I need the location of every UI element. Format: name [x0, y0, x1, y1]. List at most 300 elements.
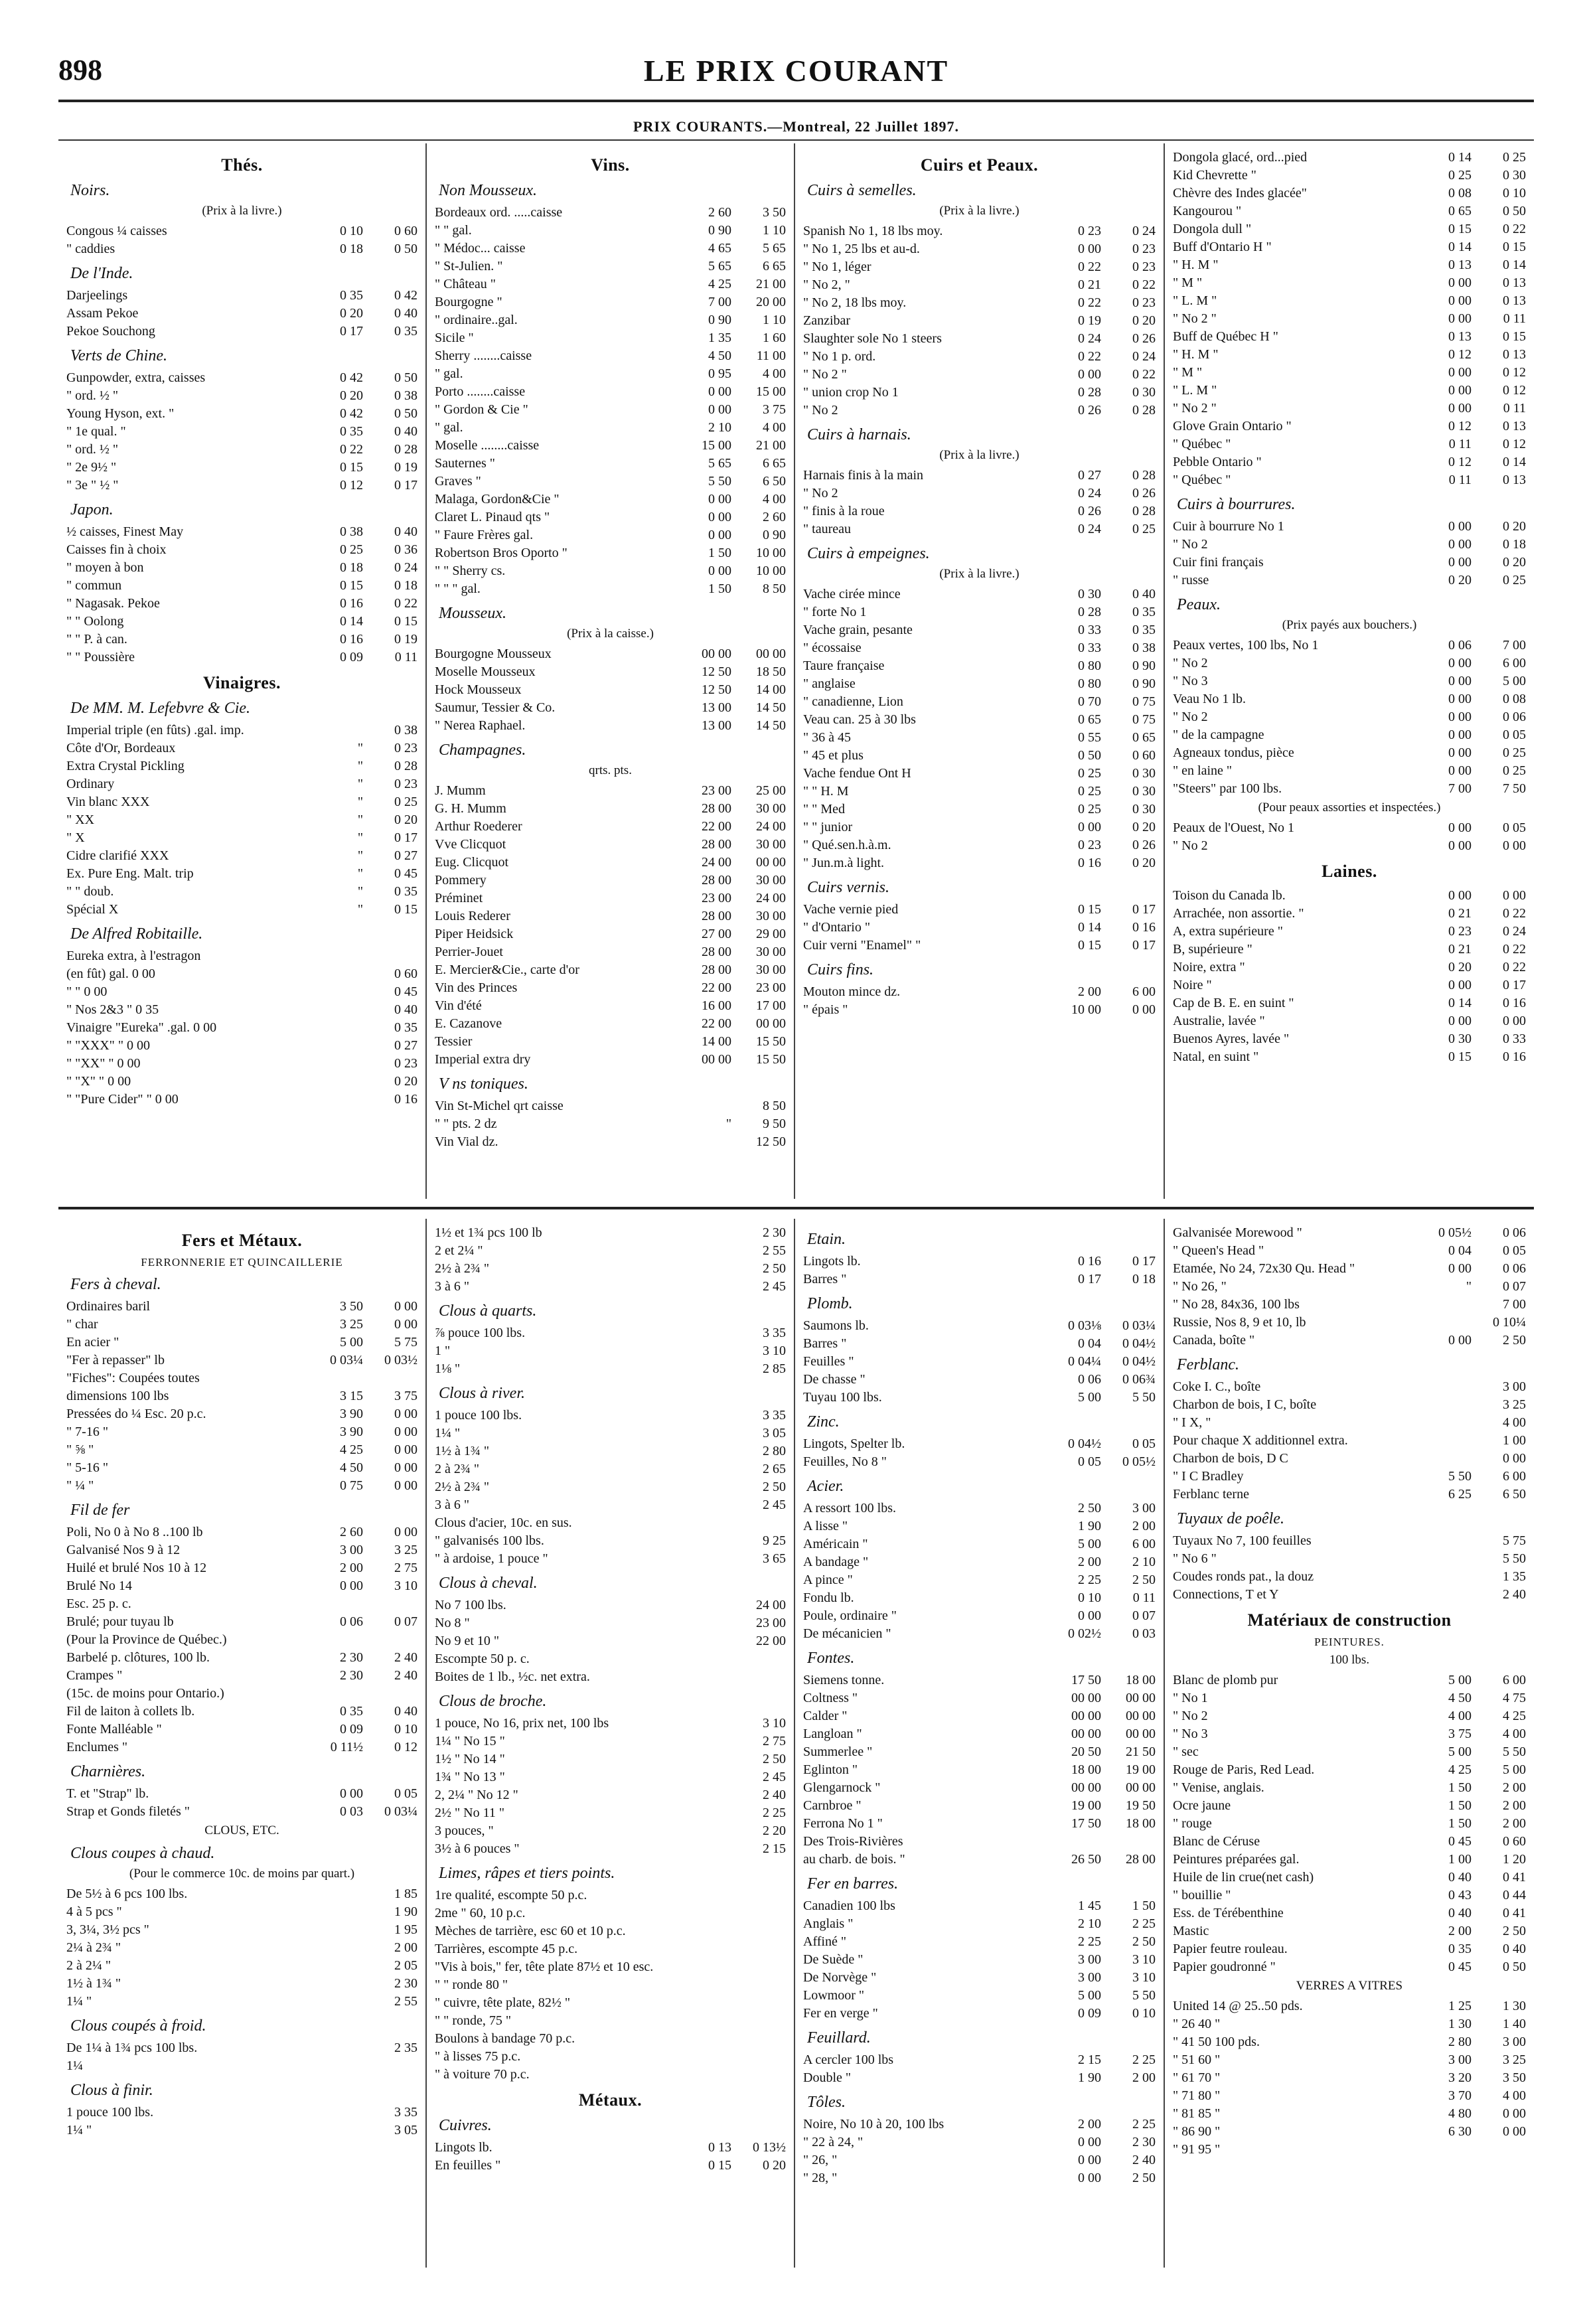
price-high: 0 08 [1503, 692, 1526, 706]
price-row [66, 2122, 417, 2139]
item-label: Glengarnock " [803, 1780, 881, 1795]
price-high: 4 00 [763, 420, 786, 435]
item-label: Américain " [803, 1537, 868, 1551]
price-row [803, 621, 1156, 639]
section-title: Cuirs et Peaux. [920, 155, 1039, 175]
item-label: Fil de laiton à collets lb. [66, 1704, 195, 1719]
price-high: 0 36 [394, 542, 417, 557]
price-high: 3 50 [763, 205, 786, 220]
item-label: Calder " [803, 1709, 848, 1723]
item-label: 1¼ " No 15 " [435, 1734, 505, 1748]
price-high: 0 30 [1132, 802, 1156, 816]
item-label: Tarrières, escompte 45 p.c. [435, 1942, 578, 1956]
price-low: 0 00 [1448, 820, 1472, 835]
price-high: 4 00 [1503, 1415, 1526, 1430]
price-row [803, 854, 1156, 872]
price-low: 0 00 [340, 1786, 363, 1801]
item-label: Malaga, Gordon&Cie " [435, 492, 560, 506]
price-row [803, 675, 1156, 693]
price-high: 3 65 [763, 1551, 786, 1566]
item-label: Peaux vertes, 100 lbs, No 1 [1173, 638, 1319, 653]
item-label: Ordinaires baril [66, 1299, 151, 1314]
price-low: 0 09 [1078, 2006, 1101, 2021]
price-low: 0 45 [1448, 1834, 1472, 1849]
price-row [1173, 167, 1526, 185]
item-label: " canadienne, Lion [803, 694, 903, 709]
item-label: "Vis à bois," fer, tête plate 87½ et 10 esc. [435, 1960, 654, 1974]
price-high: 6 00 [1503, 1673, 1526, 1687]
price-low: 0 30 [1078, 587, 1101, 601]
price-row [803, 1453, 1156, 1471]
price-low: 0 80 [1078, 658, 1101, 673]
price-low [677, 1750, 731, 1768]
price-high: 0 20 [763, 2158, 786, 2173]
subsection-note: (Pour peaux assorties et inspectées.) [1258, 801, 1441, 814]
price-low: 0 14 [340, 614, 363, 629]
item-label: Mastic [1173, 1924, 1209, 1938]
price-low [309, 1885, 363, 1903]
price-low: 0 00 [1078, 242, 1101, 256]
price-high: 0 17 [1132, 902, 1156, 917]
price-high: 0 16 [1503, 996, 1526, 1010]
price-low: 4 25 [1448, 1762, 1472, 1777]
price-row [1173, 923, 1526, 941]
price-low [677, 1804, 731, 1822]
price-low [309, 1939, 363, 1957]
price-low: 12 50 [702, 664, 731, 679]
price-row [1173, 726, 1526, 744]
item-label: Blanc de plomb pur [1173, 1673, 1278, 1687]
price-high [731, 1514, 786, 1532]
price-high: 29 00 [756, 927, 786, 941]
price-low [1047, 1833, 1101, 1851]
price-high: 2 85 [763, 1361, 786, 1376]
item-label: 2 à 2¼ " [66, 1958, 112, 1973]
item-label: Vache cirée mince [803, 587, 901, 601]
price-row [803, 1815, 1156, 1833]
item-label: " No 1 [1173, 1691, 1208, 1705]
subsection-heading: Cuirs vernis. [807, 879, 890, 896]
item-label: Summerlee " [803, 1744, 873, 1759]
item-label: " No 1, 25 lbs et au-d. [803, 242, 920, 256]
item-label: Tuyau 100 lbs. [803, 1390, 882, 1405]
price-low: 28 00 [702, 909, 731, 923]
price-low: 0 24 [1078, 522, 1101, 536]
item-label: Boulons à bandage 70 p.c. [435, 2031, 575, 2046]
price-row [66, 1423, 417, 1441]
price-low: 0 22 [1078, 260, 1101, 274]
price-high: 0 45 [394, 866, 417, 881]
price-row [66, 1352, 417, 1369]
price-low: 3 15 [340, 1389, 363, 1403]
price-row [435, 1887, 786, 1904]
price-low: 0 13 [708, 2140, 731, 2155]
price-low: 0 00 [1448, 888, 1472, 903]
item-label: " " " gal. [435, 581, 481, 596]
price-row [66, 649, 417, 666]
price-row [435, 1260, 786, 1278]
subsection-note: (Prix à la caisse.) [567, 627, 654, 641]
price-high: 0 07 [1503, 1279, 1526, 1294]
price-low: 3 90 [340, 1425, 363, 1439]
price-low: 0 00 [1448, 1261, 1472, 1276]
item-label: Dongola glacé, ord...pied [1173, 150, 1308, 165]
item-label: " 61 70 " [1173, 2070, 1221, 2085]
price-row [803, 1553, 1156, 1571]
price-low: 1 90 [1078, 1519, 1101, 1533]
item-label: Cuir à bourrure No 1 [1173, 519, 1284, 534]
price-row [66, 613, 417, 631]
price-high: 0 42 [394, 288, 417, 303]
item-label: En feuilles " [435, 2158, 501, 2173]
price-low: 2 00 [1078, 984, 1101, 999]
price-high: 3 25 [1503, 1397, 1526, 1412]
price-high: 0 11 [1503, 401, 1526, 416]
price-high [731, 1904, 786, 1922]
price-low: 3 70 [1448, 2088, 1472, 2103]
price-row [803, 1335, 1156, 1353]
price-row [66, 459, 417, 477]
price-high: 30 00 [756, 801, 786, 816]
item-label: (15c. de moins pour Ontario.) [66, 1686, 224, 1701]
item-label: Veau can. 25 à 30 lbs [803, 712, 916, 727]
price-low [677, 1668, 731, 1686]
price-low: 28 00 [702, 801, 731, 816]
subsection-heading: Peaux. [1177, 596, 1221, 613]
price-low: 2 00 [1448, 1924, 1472, 1938]
price-low [309, 947, 363, 965]
price-low: 3 00 [1078, 1952, 1101, 1967]
price-low: " [357, 902, 363, 917]
item-label: 1 pouce 100 lbs. [435, 1408, 522, 1423]
item-label: Saumons lb. [803, 1318, 869, 1333]
price-high [731, 2066, 786, 2084]
price-low: 0 15 [1448, 222, 1472, 236]
price-row [435, 943, 786, 961]
price-row [66, 577, 417, 595]
item-label: Perrier-Jouet [435, 945, 503, 959]
price-high: 0 23 [1132, 260, 1156, 274]
price-high: 0 05 [1132, 1436, 1156, 1451]
price-low: 0 06 [1448, 638, 1472, 653]
price-low: 4 65 [708, 241, 731, 256]
price-high [731, 1887, 786, 1904]
price-row [66, 1387, 417, 1405]
price-high: 0 13½ [753, 2140, 786, 2155]
price-low: 0 00 [1448, 656, 1472, 670]
price-row [66, 222, 417, 240]
item-label: Canadien 100 lbs [803, 1898, 895, 1913]
price-row [1173, 1414, 1526, 1432]
price-low: 0 00 [708, 492, 731, 506]
item-label: Enclumes " [66, 1740, 128, 1754]
item-label: Barres " [803, 1336, 847, 1351]
price-row [66, 847, 417, 865]
item-label: " Qué.sen.h.à.m. [803, 838, 891, 852]
item-label: "Fiches": Coupées toutes [66, 1371, 200, 1385]
item-label: Sicile " [435, 331, 474, 345]
price-high: 0 20 [394, 1074, 417, 1089]
price-row [435, 1360, 786, 1378]
price-high: 0 90 [1132, 676, 1156, 691]
subsection-heading: Limes, râpes et tiers points. [439, 1865, 615, 1882]
item-label: " rouge [1173, 1816, 1212, 1831]
price-high: 0 19 [394, 632, 417, 647]
price-high [363, 2057, 417, 2075]
price-low: 22 00 [702, 1016, 731, 1031]
price-high: 2 00 [1132, 2070, 1156, 2085]
price-row [1173, 887, 1526, 905]
item-label: ⅞ pouce 100 lbs. [435, 1326, 526, 1340]
price-row [435, 1614, 786, 1632]
price-low [677, 1514, 731, 1532]
price-high: 5 75 [394, 1335, 417, 1350]
price-row [435, 275, 786, 293]
price-high: 0 28 [394, 442, 417, 457]
price-row [435, 383, 786, 401]
price-row [435, 491, 786, 508]
column-teas [58, 143, 427, 1199]
item-label: " No 6 " [1173, 1551, 1217, 1566]
price-high: 0 38 [1132, 641, 1156, 655]
item-label: Ocre jaune [1173, 1798, 1231, 1813]
item-label: Mouton mince dz. [803, 984, 901, 999]
price-low: 0 00 [1448, 692, 1472, 706]
item-label: " " Oolong [66, 614, 124, 629]
price-low [309, 1001, 363, 1019]
item-label: De Norvège " [803, 1970, 877, 1985]
price-low [677, 1940, 731, 1958]
item-label: 1⅛ " [435, 1361, 461, 1376]
price-high: 0 05 [1503, 820, 1526, 835]
price-low: 00 00 [1071, 1709, 1101, 1723]
item-label: Vache vernie pied [803, 902, 899, 917]
price-row [66, 1298, 417, 1316]
item-label: Vache fendue Ont H [803, 766, 911, 781]
price-row [803, 222, 1156, 240]
price-row [66, 1631, 417, 1649]
item-label: De 5½ à 6 pcs 100 lbs. [66, 1887, 188, 1901]
subsection-heading: Cuirs à bourrures. [1177, 496, 1296, 513]
price-high: 19 50 [1126, 1798, 1156, 1813]
price-row [1173, 471, 1526, 489]
item-label: " No 2, 18 lbs moy. [803, 295, 907, 310]
item-label: " No 2 [803, 486, 838, 501]
price-row [435, 717, 786, 735]
item-label: Cuir verni "Enamel" " [803, 938, 921, 953]
price-row [803, 1389, 1156, 1407]
price-high: 4 00 [763, 492, 786, 506]
item-label: No 8 " [435, 1616, 470, 1630]
price-high: 6 50 [763, 474, 786, 489]
price-row [66, 1037, 417, 1055]
subsection-heading: Noirs. [70, 182, 110, 199]
price-high: 2 50 [1132, 1934, 1156, 1949]
item-label: 2 et 2¼ " [435, 1243, 483, 1258]
price-low: 0 00 [708, 564, 731, 578]
item-label: " à voiture 70 p.c. [435, 2067, 530, 2082]
price-row [1173, 220, 1526, 238]
subsection-note: (Pour le commerce 10c. de moins par quart.) [129, 1867, 355, 1881]
price-row [66, 1703, 417, 1721]
item-label: " Nerea Raphael. [435, 718, 526, 733]
item-label: Russie, Nos 8, 9 et 10, lb [1173, 1315, 1306, 1330]
price-high [731, 1958, 786, 1976]
price-low [1417, 1532, 1472, 1550]
subsection-heading: Clous coupes à chaud. [70, 1845, 215, 1862]
item-label: " 81 85 " [1173, 2106, 1221, 2121]
price-row [1173, 328, 1526, 346]
item-label: Sherry ........caisse [435, 349, 532, 363]
price-low [309, 1903, 363, 1921]
item-label: Lingots lb. [803, 1254, 861, 1269]
item-label: Eglinton " [803, 1762, 858, 1777]
price-low: 1 50 [708, 546, 731, 560]
price-high: 0 11 [1132, 1590, 1156, 1605]
price-low: 0 04 [1448, 1243, 1472, 1258]
price-low: 0 35 [1448, 1942, 1472, 1956]
price-row [66, 2104, 417, 2122]
price-low: 0 43 [1448, 1888, 1472, 1902]
price-high: 0 24 [394, 560, 417, 575]
price-high: 3 75 [763, 402, 786, 417]
price-high: 0 28 [394, 759, 417, 773]
item-label: Sauternes " [435, 456, 495, 471]
item-label: " No 2 [1173, 1709, 1208, 1723]
price-high: 0 20 [1132, 313, 1156, 328]
price-high: 0 23 [394, 741, 417, 755]
price-high: 19 00 [1126, 1762, 1156, 1777]
subsection-heading: Champagnes. [439, 741, 526, 759]
price-low [309, 1921, 363, 1939]
price-row [435, 1632, 786, 1650]
price-high: 5 50 [1132, 1390, 1156, 1405]
price-high: 0 22 [1503, 222, 1526, 236]
item-label: 1¼ [66, 2058, 83, 2073]
price-low: 0 28 [1078, 385, 1101, 400]
price-row [803, 2051, 1156, 2069]
price-row [1173, 149, 1526, 167]
price-low: 0 00 [1448, 1014, 1472, 1028]
price-high: 5 50 [1503, 1744, 1526, 1759]
price-low: 0 00 [1448, 365, 1472, 380]
price-high: 0 00 [1503, 2106, 1526, 2121]
price-high: 2 80 [763, 1444, 786, 1458]
price-row [803, 1001, 1156, 1019]
item-label: " "Pure Cider" " 0 00 [66, 1092, 179, 1107]
price-row [1173, 1940, 1526, 1958]
price-high [363, 1631, 417, 1649]
subsection-heading: Clous coupés à froid. [70, 2017, 206, 2035]
item-label: " No 2 " [803, 367, 847, 382]
price-low: 0 20 [340, 388, 363, 403]
price-low: 0 03⅛ [1068, 1318, 1101, 1333]
item-label: Fondu lb. [803, 1590, 854, 1605]
price-high: 3 00 [1132, 1501, 1156, 1515]
price-high: 0 40 [394, 424, 417, 439]
item-label: " " Sherry cs. [435, 564, 506, 578]
section-subtitle: PEINTURES. [1314, 1636, 1385, 1648]
price-row [1173, 637, 1526, 655]
price-low: 5 00 [1078, 1390, 1101, 1405]
price-low [677, 1650, 731, 1668]
price-high: 2 40 [394, 1668, 417, 1683]
price-row [66, 1405, 417, 1423]
item-label: Crampes " [66, 1668, 123, 1683]
item-label: " No 2 " [1173, 311, 1217, 326]
price-low: 3 75 [1448, 1727, 1472, 1741]
section-title: Fers et Métaux. [181, 1231, 303, 1250]
price-high: 2 55 [763, 1243, 786, 1258]
price-low: 0 25 [1448, 168, 1472, 183]
price-high: 28 00 [1126, 1852, 1156, 1867]
item-label: 1¾ " No 13 " [435, 1770, 505, 1784]
item-label: De chasse " [803, 1372, 866, 1387]
price-low: 10 00 [1071, 1002, 1101, 1017]
item-label: 2me " 60, 10 p.c. [435, 1906, 526, 1920]
price-low [677, 1976, 731, 1994]
price-low [677, 1768, 731, 1786]
price-low [677, 1278, 731, 1296]
price-low [309, 1091, 363, 1109]
item-label: " M " [1173, 275, 1203, 290]
item-label: Bourgogne " [435, 295, 502, 309]
price-high: 0 24 [1503, 924, 1526, 939]
price-low [677, 1922, 731, 1940]
item-label: Galvanisée Morewood " [1173, 1225, 1302, 1240]
price-row [803, 1271, 1156, 1288]
price-row [435, 2012, 786, 2030]
price-row [1173, 518, 1526, 536]
price-low: 0 14 [1448, 240, 1472, 254]
item-label: Bordeaux ord. .....caisse [435, 205, 563, 220]
item-label: Papier feutre rouleau. [1173, 1942, 1288, 1956]
price-row [803, 2116, 1156, 2133]
price-high [363, 1369, 417, 1387]
price-high: 0 30 [1132, 784, 1156, 799]
item-label: Piper Heidsick [435, 927, 514, 941]
item-label: Anglais " [803, 1916, 854, 1931]
price-row [66, 883, 417, 901]
price-row [1173, 2123, 1526, 2141]
price-low: 5 50 [1448, 1469, 1472, 1484]
price-row [66, 1685, 417, 1703]
subsection-heading: Cuivres. [439, 2117, 492, 2134]
item-label: Congous ¼ caisses [66, 224, 167, 238]
price-low: 0 65 [1078, 712, 1101, 727]
price-high: 0 18 [1132, 1272, 1156, 1286]
price-low: 0 25 [340, 542, 363, 557]
price-low [677, 2012, 731, 2030]
price-row [435, 293, 786, 311]
price-low: 2 10 [708, 420, 731, 435]
item-label: " Québec " [1173, 437, 1231, 451]
section-title: Métaux. [578, 2090, 642, 2110]
price-high: 5 00 [1503, 674, 1526, 688]
price-low [677, 1324, 731, 1342]
price-low: 0 15 [708, 2158, 731, 2173]
price-row [803, 1435, 1156, 1453]
price-row [435, 508, 786, 526]
price-row [66, 423, 417, 441]
item-label: A ressort 100 lbs. [803, 1501, 896, 1515]
price-row [435, 1478, 786, 1496]
price-low: 0 06 [340, 1614, 363, 1629]
subsection-note: (Prix à la livre.) [202, 204, 282, 218]
price-row [1173, 905, 1526, 923]
price-low: 0 33 [1078, 641, 1101, 655]
price-low: 0 25 [1078, 802, 1101, 816]
